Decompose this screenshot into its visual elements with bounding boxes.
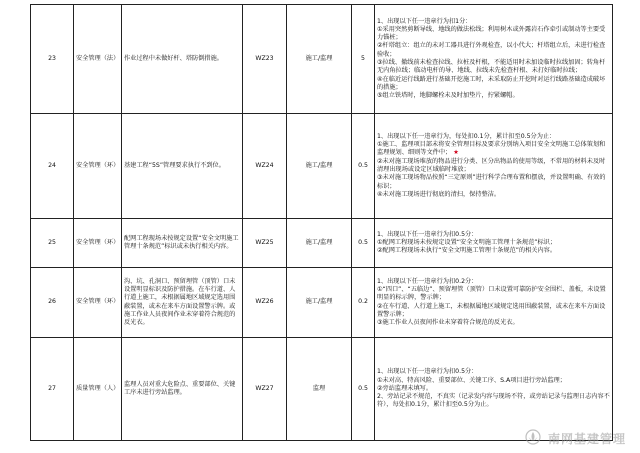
rule-line: 1、出现以下任一违章行为扣0.2分：	[377, 277, 478, 285]
rule-line: 1、出现以下任一违章行为扣1分：	[377, 17, 472, 25]
rule-line: 1、出现以下任一违章行为，每处扣0.1分，累计扣至0.5分为止：	[377, 132, 556, 140]
row-number: 25	[31, 219, 74, 268]
row-deduction-rules	[375, 338, 613, 441]
table-body	[31, 5, 613, 441]
rule-line: ①未对高、特高风险、重要部位、关键工序、S.A项目进行旁站监理；	[377, 376, 566, 384]
row-score: 0.5	[352, 338, 375, 441]
row-score: 0.5	[352, 219, 375, 268]
rule-line: ②杆塔组立：组立的未对工器具进行外观检查，以小代大；杆塔组立后，未进行检查验收；	[377, 42, 606, 58]
row-code: WZ25	[243, 219, 287, 268]
lotus-logo-icon	[525, 429, 541, 445]
rule-line: ①配网工程现场未按规定设置“安全文明施工管理十条规范”标识；	[377, 238, 557, 246]
row-description: 监理人员对重大危险点、重要部位、关键工序未进行旁站监理。	[122, 338, 243, 441]
watermark-text: 南网基建管理	[548, 432, 627, 446]
table-row	[31, 114, 613, 219]
row-score: 0.2	[352, 268, 375, 338]
rule-line: 1、出现以下任一违章行为扣0.5分：	[377, 368, 478, 376]
row-category: 安全管理（环）	[74, 219, 122, 268]
rule-line: ②旁站监理未填写。	[377, 384, 433, 392]
rule-line: ②在车行道、人行道上施工，未根据属地区域规定选用围蔽装置，或未在来车方面设置警示牌；	[377, 302, 606, 318]
row-number: 23	[31, 5, 74, 114]
row-description: 沟、坑、孔洞口、预留埋管（顶管）口未设置明显标识及防护措施。在车行道、人行道上施工，未根据属地区域规定选用围蔽装置，或未在来车方面设置警示牌。或施工作业人员夜间作业未穿着符合规范的反光衣。	[122, 268, 243, 338]
row-responsible: 施工/监理	[287, 114, 352, 219]
row-category: 质量管理（人）	[74, 338, 122, 441]
rule-line: ②配网工程现场未执行“安全文明施工管理十条规范”的相关内容。	[377, 247, 557, 255]
rule-line: ④在临近运行线路进行基础开挖施工时，未采取防止开挖时对运行线路基础造成破坏的措施；	[377, 75, 606, 91]
rule-line: ③施工作业人员夜间作业未穿着符合规范的反光衣。	[377, 319, 519, 327]
row-responsible: 施工/监理	[287, 268, 352, 338]
row-description: 配网工程现场未按规定设置“安全文明施工管理十条规范”标识或未执行相关内容。	[122, 219, 243, 268]
row-code: WZ26	[243, 268, 287, 338]
rule-line: ④未对施工现场进行彻底的清扫，保持整洁。	[377, 190, 501, 198]
rule-line: ⑤组立铁塔时，地脚螺栓未及时加垫片，拧紧螺帽。	[377, 92, 519, 100]
row-responsible: 施工/监理	[287, 5, 352, 114]
row-responsible: 监理	[287, 338, 352, 441]
table-row	[31, 5, 613, 114]
row-category: 安全管理（环）	[74, 114, 122, 219]
table-row	[31, 338, 613, 441]
rule-line: ③未对施工现场物品按照“三定原则”进行科学合理布置和摆放，并设置明确、有效的标识；	[377, 174, 606, 190]
rule-line: ②未对施工现场堆放的物品进行分类、区分出物品的使用等级，不常用的材料未及时清理出现场或设定区域临时堆放；	[377, 157, 606, 173]
rule-line: ①“四口”、“五临边”、预留埋管（顶管）口未设置可靠防护安全围栏、盖板，未设置明显的标示牌，警示牌；	[377, 285, 606, 302]
row-score: 0.5	[352, 114, 375, 219]
row-number: 27	[31, 338, 74, 441]
row-category: 安全管理（法）	[74, 5, 122, 114]
row-deduction-rules	[375, 5, 613, 114]
row-deduction-rules	[375, 268, 613, 338]
violation-table	[30, 4, 613, 441]
row-description: 基建工程“5S”管理要求执行不到位。	[122, 114, 243, 219]
row-deduction-rules	[375, 219, 613, 268]
row-description: 作业过程中未做好杆、塔防倒措施。	[122, 5, 243, 114]
rule-line: 2、旁站记录不规范，不真实（记录发内容与现场不符，或旁站记录与监理日志内容不符），每处扣0.1分，累计扣至0.5分为止。	[377, 393, 610, 409]
row-number: 26	[31, 268, 74, 338]
rule-line: ①采用突然剪断导线、地线的做法松线；利用树木或外露岩石作牵引或制动等主要受力锚桩；	[377, 25, 606, 42]
rule-line: ③拉线、撤线前未检查拉线、拉桩及杆根，不能适用时未加设临时拉线加固；转角杆无内角拉线；临动电杆的导、地线、拉线未先检查杆根、未打好临时拉线；	[377, 59, 606, 75]
table-row	[31, 219, 613, 268]
table-row	[31, 268, 613, 338]
row-category: 安全管理（环）	[74, 268, 122, 338]
rule-line: ①施工、监理项目部未将安全管理目标及要求分别纳入项目安全文明施工总体策划和监理规划、细则等文件中； ★	[377, 141, 606, 157]
star-icon: ★	[451, 149, 459, 157]
row-code: WZ23	[243, 5, 287, 114]
row-score: 5	[352, 5, 375, 114]
rule-line: 1、出现以下任一违章行为扣0.5分：	[377, 230, 478, 238]
row-deduction-rules	[375, 114, 613, 219]
row-number: 24	[31, 114, 74, 219]
row-responsible: 施工/监理	[287, 219, 352, 268]
row-code: WZ27	[243, 338, 287, 441]
row-code: WZ24	[243, 114, 287, 219]
